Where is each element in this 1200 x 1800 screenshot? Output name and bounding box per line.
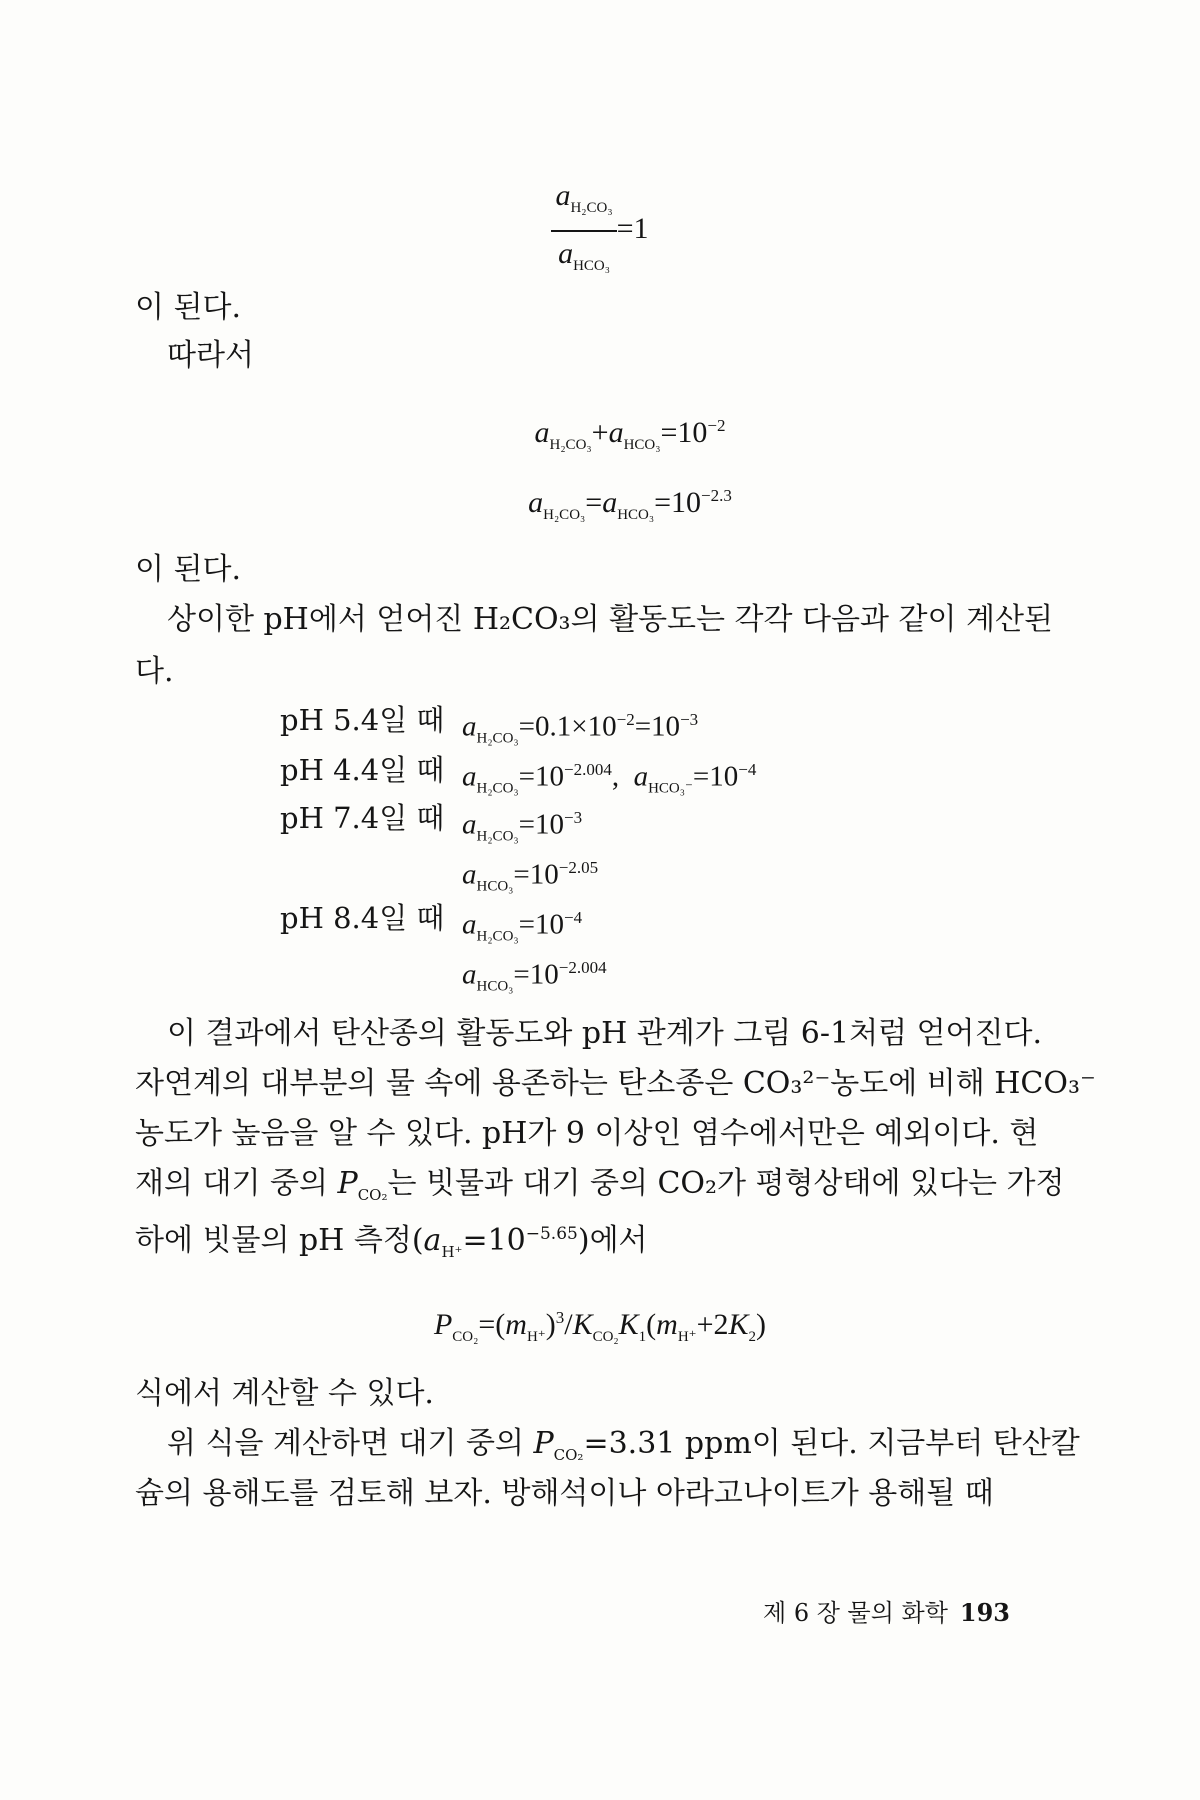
term-sub: H₂CO₃	[549, 437, 592, 453]
term-sub: H₂CO₃	[543, 507, 586, 523]
term-var: a	[423, 1223, 442, 1258]
equation-equal	[0, 476, 1200, 535]
text-calc: 식에서 계산할 수 있다.	[135, 1376, 434, 1411]
term-var: a	[462, 710, 477, 743]
text-run: 재의 대기 중의	[135, 1166, 338, 1201]
term-sub: H₂CO₃	[476, 780, 519, 797]
term-var: a	[462, 760, 477, 793]
term-sub: H⁺	[441, 1243, 463, 1261]
term-var: P	[337, 1166, 358, 1201]
paragraph-2-line-5	[135, 1214, 1035, 1272]
term-var: a	[462, 858, 477, 891]
rhs: =10	[513, 958, 559, 991]
exponent: 3	[555, 1308, 565, 1327]
term-var: K	[728, 1308, 749, 1341]
term-var: P	[533, 1426, 554, 1461]
operator: )	[545, 1308, 556, 1341]
term-var: K	[572, 1308, 593, 1341]
term-sub: CO₂	[452, 1329, 479, 1345]
exponent: −2.004	[564, 760, 612, 779]
paragraph-2-line-2: 자연계의 대부분의 물 속에 용존하는 탄소종은 CO₃²⁻농도에 비해 HCO₃⁻	[135, 1066, 1096, 1101]
term-var: P	[433, 1308, 453, 1341]
term-var: a	[462, 808, 477, 841]
exponent: −3	[564, 808, 583, 827]
term-var: a	[534, 416, 550, 449]
term-var: K	[618, 1308, 639, 1341]
exponent: −2.05	[558, 858, 599, 877]
operator: +2	[696, 1308, 729, 1341]
operator: +	[591, 416, 609, 449]
term-sub: H₂CO₃	[476, 730, 519, 747]
ph-label: pH 5.4일 때	[280, 703, 445, 737]
text-run: )에서	[577, 1223, 648, 1258]
term-var: a	[602, 486, 618, 519]
term-sub: HCO₃	[476, 978, 514, 995]
rhs: =10	[692, 760, 739, 793]
paragraph-2-line-3: 농도가 높음을 알 수 있다. pH가 9 이상인 염수에서만은 예외이다. 현	[135, 1116, 1039, 1151]
term-sub: HCO₃	[623, 437, 661, 453]
term-sub: HCO₃	[476, 878, 514, 895]
rhs: =10	[654, 486, 702, 519]
rhs: =10	[518, 908, 564, 941]
text-run: 위 식을 계산하면 대기 중의	[167, 1426, 534, 1461]
ph-equation	[462, 948, 607, 1006]
operator: =(	[478, 1308, 506, 1341]
term-var: m	[505, 1308, 527, 1341]
operator: /	[564, 1308, 573, 1341]
text-result-1: 이 된다.	[135, 290, 242, 325]
exponent: −2	[707, 416, 726, 435]
term-sub: CO₂	[357, 1186, 388, 1204]
term-sub: CO₂	[592, 1329, 619, 1345]
operator: )	[756, 1308, 767, 1341]
paragraph-1-line-2: 다.	[135, 654, 174, 689]
term-var: a	[633, 760, 649, 793]
text-run: 하에 빗물의 pH 측정(	[135, 1223, 424, 1258]
equation-sum	[0, 406, 1200, 465]
term-var: m	[656, 1308, 678, 1341]
numerator-var: a	[555, 179, 571, 212]
exponent: −2.3	[701, 486, 732, 505]
denominator-sub: HCO₃	[573, 258, 610, 274]
text-run: =3.31 ppm이 된다. 지금부터 탄산칼	[583, 1426, 1080, 1461]
rhs: =10	[518, 808, 564, 841]
term-var: a	[462, 958, 477, 991]
paragraph-1-line-1: 상이한 pH에서 얻어진 H₂CO₃의 활동도는 각각 다음과 같이 계산된	[167, 602, 1053, 637]
exponent: −4	[738, 760, 757, 779]
text-run: 는 빗물과 대기 중의 CO₂가 평형상태에 있다는 가정	[387, 1166, 1065, 1201]
text-run: =10	[462, 1223, 526, 1258]
exponent: −4	[564, 908, 583, 927]
paragraph-2-line-4	[135, 1164, 1065, 1215]
operator: =	[585, 486, 603, 519]
exponent: −2	[616, 710, 635, 729]
separator: ,	[611, 760, 634, 793]
term-sub: H⁺	[526, 1329, 546, 1345]
term-sub: H₂CO₃	[476, 928, 519, 945]
rhs: =10	[634, 710, 681, 743]
exponent: −3	[680, 710, 699, 729]
term-var: a	[462, 908, 477, 941]
term-var: a	[528, 486, 544, 519]
text-therefore: 따라서	[167, 338, 254, 373]
term-sub: H₂CO₃	[476, 828, 519, 845]
term-var: a	[608, 416, 624, 449]
denominator-var: a	[558, 237, 574, 270]
term-sub: 1	[638, 1329, 647, 1345]
fraction	[551, 176, 616, 286]
equation-ratio	[0, 176, 1200, 286]
text-result-2: 이 된다.	[135, 552, 242, 587]
paragraph-3-line-1	[167, 1424, 1080, 1475]
ph-label: pH 7.4일 때	[280, 801, 445, 835]
paragraph-3-line-2: 슘의 용해도를 검토해 보자. 방해석이나 아라고나이트가 용해될 때	[135, 1476, 994, 1511]
paragraph-2-line-1: 이 결과에서 탄산종의 활동도와 pH 관계가 그림 6-1처럼 얻어진다.	[167, 1016, 1043, 1051]
chapter-title: 제 6 장 물의 화학	[763, 1599, 948, 1627]
operator: (	[646, 1308, 657, 1341]
equation-pco2	[0, 1298, 1200, 1357]
rhs: =0.1×10	[518, 710, 617, 743]
exponent: −5.65	[525, 1224, 578, 1244]
term-sub: HCO₃⁻	[648, 780, 693, 797]
rhs: =10	[660, 416, 708, 449]
page-number: 193	[959, 1598, 1010, 1627]
ph-label: pH 8.4일 때	[280, 901, 445, 935]
term-sub: H⁺	[677, 1329, 697, 1345]
rhs: =10	[518, 760, 564, 793]
rhs: =10	[513, 858, 559, 891]
term-sub: 2	[748, 1329, 757, 1345]
ph-label: pH 4.4일 때	[280, 753, 445, 787]
numerator-sub: H₂CO₃	[570, 200, 613, 216]
page-footer	[763, 1596, 1010, 1630]
ratio-rhs: =1	[616, 211, 649, 245]
term-sub: HCO₃	[617, 507, 655, 523]
exponent: −2.004	[558, 958, 607, 977]
term-sub: CO₂	[553, 1446, 584, 1464]
